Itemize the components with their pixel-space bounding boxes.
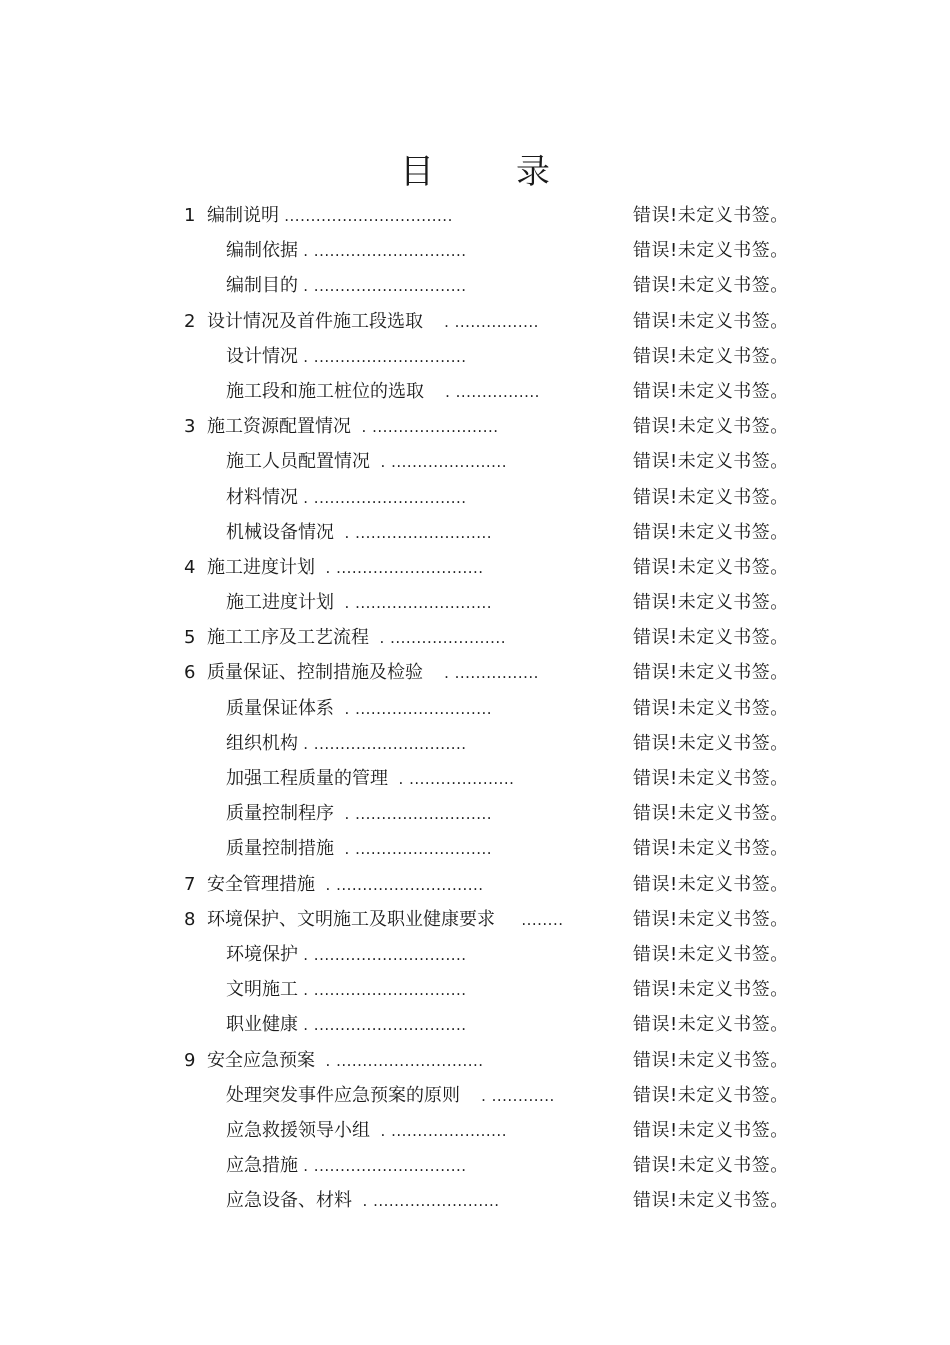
toc-page-reference: 错误!未定义书签。 [633,345,789,367]
toc-entry-section[interactable] [0,902,950,937]
toc-entry-label [226,374,540,410]
toc-page-reference: 错误!未定义书签。 [633,416,789,438]
toc-entry-text: 安全应急预案 [207,1049,315,1071]
toc-entry-text: 机械设备情况 [226,521,334,543]
toc-leader-dots: . ............................ [315,875,484,894]
toc-entry-section[interactable] [0,655,950,690]
toc-entry-subsection[interactable] [0,831,950,866]
toc-leader-dots: . .................... [388,770,515,788]
toc-entry-label [207,655,539,691]
toc-entry-label [207,902,564,938]
toc-entry-text: 应急设备、材料 [226,1190,352,1212]
toc-entry-text: 编制目的 [226,275,298,297]
toc-entry-text: 质量保证、控制措施及检验 [207,662,423,684]
toc-entry-text: 施工人员配置情况 [226,451,370,473]
toc-page-reference: 错误!未定义书签。 [633,521,789,543]
toc-leader-dots: . ................ [423,312,539,331]
toc-entry-text: 施工工序及工艺流程 [207,627,369,649]
toc-entry-section[interactable] [0,550,950,585]
toc-entry-subsection[interactable] [0,339,950,374]
toc-page-reference: 错误!未定义书签。 [633,275,789,297]
toc-leader-dots: . ............................. [298,488,467,507]
toc-page-reference: 错误!未定义书签。 [633,592,789,614]
toc-entry-subsection[interactable] [0,444,950,479]
toc-entry-label [207,867,484,903]
toc-entry-label [226,972,467,1008]
toc-entry-subsection[interactable] [0,480,950,515]
toc-page-reference: 错误!未定义书签。 [633,486,789,508]
toc-entry-number: 9 [184,1049,196,1071]
toc-entry-text: 环境保护、文明施工及职业健康要求 [207,908,495,930]
toc-leader-dots: . ............................ [315,558,484,577]
toc-title-part1: 目 [400,152,434,192]
toc-entry-label [207,620,506,656]
toc-entry-text: 设计情况 [226,345,298,367]
toc-entry-subsection[interactable] [0,796,950,831]
toc-entry-label [226,831,492,867]
toc-entry-subsection[interactable] [0,972,950,1007]
toc-entry-label [226,937,467,973]
toc-page-reference: 错误!未定义书签。 [633,1190,789,1212]
toc-entry-label [226,444,507,480]
toc-entry-label [207,304,539,340]
toc-entry-label [226,726,467,762]
toc-entry-label [226,585,492,621]
toc-leader-dots: . ............................. [298,945,467,964]
toc-page-reference: 错误!未定义书签。 [633,732,789,754]
table-of-contents [0,198,950,1218]
toc-leader-dots: . ................ [423,664,539,683]
toc-entry-label [207,1043,484,1079]
toc-leader-dots: ........ [495,910,564,929]
toc-entry-label [207,198,453,234]
toc-page-reference: 错误!未定义书签。 [633,627,789,649]
toc-entry-text: 职业健康 [226,1014,298,1036]
toc-page-reference: 错误!未定义书签。 [633,380,789,402]
toc-title-part2: 录 [516,152,550,192]
toc-page-reference: 错误!未定义书签。 [633,908,789,930]
toc-entry-subsection[interactable] [0,374,950,409]
toc-entry-subsection[interactable] [0,937,950,972]
toc-leader-dots: . .......................... [334,594,493,613]
toc-entry-text: 处理突发事件应急预案的原则 [226,1084,460,1106]
toc-entry-number: 4 [184,556,196,578]
toc-entry-label [207,550,484,586]
toc-page-reference: 错误!未定义书签。 [633,310,789,332]
toc-leader-dots: . ............ [460,1086,555,1105]
toc-leader-dots: . ........................ [351,418,499,437]
toc-leader-dots: . ............................. [298,1157,467,1176]
toc-leader-dots: . ............................. [298,242,467,261]
toc-entry-text: 施工段和施工桩位的选取 [226,380,424,402]
toc-entry-label [226,1007,467,1043]
toc-entry-text: 编制依据 [226,240,298,262]
toc-entry-text: 编制说明 [207,205,279,226]
toc-entry-text: 质量控制措施 [226,838,334,860]
toc-entry-label [207,409,499,445]
toc-entry-label [226,761,514,797]
toc-leader-dots: . ...................... [369,629,506,648]
toc-entry-text: 材料情况 [226,486,298,508]
toc-title [0,150,950,194]
toc-entry-subsection[interactable] [0,1148,950,1183]
toc-entry-label [226,1148,467,1184]
toc-entry-subsection[interactable] [0,233,950,268]
toc-leader-dots: . ........................ [352,1192,500,1211]
toc-entry-subsection[interactable] [0,1183,950,1218]
toc-entry-subsection[interactable] [0,585,950,620]
toc-page-reference: 错误!未定义书签。 [633,451,789,473]
toc-page-reference: 错误!未定义书签。 [633,1155,789,1177]
toc-entry-text: 安全管理措施 [207,873,315,895]
toc-entry-label [226,515,492,551]
toc-entry-subsection[interactable] [0,691,950,726]
toc-entry-text: 应急措施 [226,1155,298,1177]
toc-entry-number: 7 [184,873,196,895]
toc-leader-dots: . .......................... [334,523,493,542]
toc-page-reference: 错误!未定义书签。 [633,662,789,684]
toc-entry-label [226,1078,555,1114]
toc-page-reference: 错误!未定义书签。 [633,205,789,226]
toc-entry-section[interactable] [0,867,950,902]
toc-page-reference: 错误!未定义书签。 [633,1119,789,1141]
toc-entry-text: 质量保证体系 [226,697,334,719]
toc-entry-number: 8 [184,908,196,930]
toc-page-reference: 错误!未定义书签。 [633,838,789,860]
toc-entry-text: 质量控制程序 [226,803,334,825]
toc-leader-dots: ................................ [279,207,453,225]
toc-entry-label [226,233,467,269]
toc-entry-number: 2 [184,310,196,332]
toc-page-reference: 错误!未定义书签。 [633,556,789,578]
toc-entry-text: 环境保护 [226,943,298,965]
toc-page-reference: 错误!未定义书签。 [633,873,789,895]
toc-entry-label [226,339,467,375]
toc-entry-subsection[interactable] [0,1078,950,1113]
toc-entry-section[interactable] [0,620,950,655]
toc-page-reference: 错误!未定义书签。 [633,697,789,719]
toc-leader-dots: . ............................. [298,981,467,1000]
toc-entry-number: 3 [184,416,196,438]
toc-entry-subsection[interactable] [0,1007,950,1042]
toc-entry-subsection[interactable] [0,515,950,550]
toc-entry-number: 5 [184,627,196,649]
toc-entry-section[interactable] [0,409,950,444]
toc-entry-subsection[interactable] [0,1113,950,1148]
toc-entry-subsection[interactable] [0,726,950,761]
toc-entry-text: 应急救援领导小组 [226,1119,370,1141]
toc-entry-label [226,1183,500,1219]
toc-leader-dots: . ............................. [298,277,467,296]
toc-leader-dots: . .......................... [334,840,493,859]
toc-page-reference: 错误!未定义书签。 [633,240,789,262]
toc-page-reference: 错误!未定义书签。 [633,943,789,965]
toc-leader-dots: . .......................... [334,699,493,718]
toc-entry-number: 1 [184,205,196,226]
toc-entry-section[interactable] [0,1043,950,1078]
toc-entry-number: 6 [184,662,196,684]
toc-leader-dots: . ............................. [298,347,467,366]
toc-entry-subsection[interactable] [0,268,950,303]
toc-entry-text: 施工进度计划 [207,556,315,578]
toc-entry-subsection[interactable] [0,761,950,796]
toc-page-reference: 错误!未定义书签。 [633,1084,789,1106]
toc-entry-label [226,480,467,516]
toc-leader-dots: . .......................... [334,805,493,824]
toc-page-reference: 错误!未定义书签。 [633,768,789,789]
toc-entry-section[interactable] [0,304,950,339]
toc-entry-text: 施工进度计划 [226,592,334,614]
toc-entry-label [226,796,492,832]
toc-leader-dots: . ............................ [315,1051,484,1070]
toc-leader-dots: . ............................. [298,1016,467,1035]
toc-entry-text: 加强工程质量的管理 [226,768,388,789]
toc-entry-label [226,1113,507,1149]
toc-leader-dots: . ............................. [298,734,467,753]
toc-page-reference: 错误!未定义书签。 [633,1049,789,1071]
toc-page-reference: 错误!未定义书签。 [633,979,789,1001]
toc-leader-dots: . ...................... [370,1121,507,1140]
toc-page-reference: 错误!未定义书签。 [633,1014,789,1036]
toc-entry-section[interactable] [0,198,950,233]
toc-leader-dots: . ...................... [370,453,507,472]
toc-leader-dots: . ................ [424,382,540,401]
toc-entry-label [226,691,492,727]
toc-entry-text: 文明施工 [226,979,298,1001]
toc-entry-label [226,268,467,304]
toc-entry-text: 设计情况及首件施工段选取 [207,310,423,332]
toc-page-reference: 错误!未定义书签。 [633,803,789,825]
toc-entry-text: 施工资源配置情况 [207,416,351,438]
toc-entry-text: 组织机构 [226,732,298,754]
